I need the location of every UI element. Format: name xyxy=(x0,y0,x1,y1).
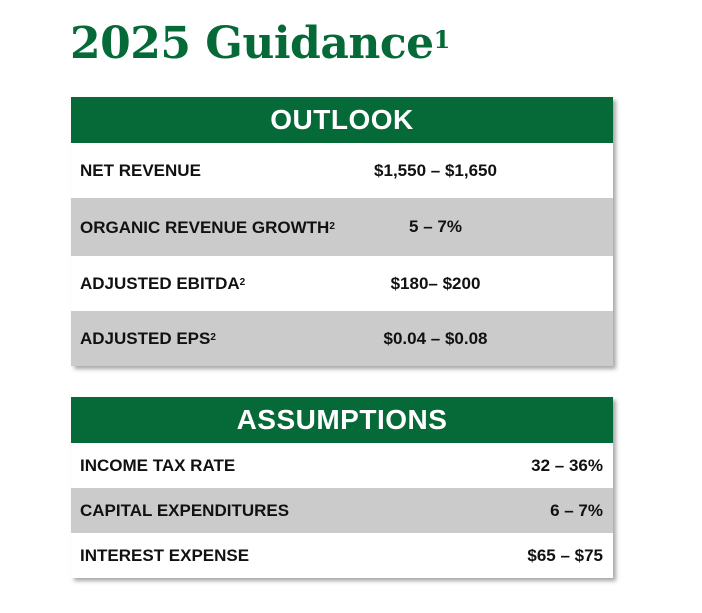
row-value: 6 – 7% xyxy=(550,500,603,520)
row-label xyxy=(71,160,348,181)
outlook-row-net-revenue xyxy=(71,143,613,198)
row-value: 32 – 36% xyxy=(531,455,603,475)
outlook-row-organic-revenue-growth xyxy=(71,198,613,256)
footnote-marker: 2 xyxy=(210,332,216,343)
row-value: $1,550 – $1,650 xyxy=(374,160,497,180)
assumptions-table xyxy=(71,397,613,578)
row-label: INCOME TAX RATE xyxy=(80,455,236,475)
row-value: 5 – 7% xyxy=(409,217,462,236)
footnote-marker: 2 xyxy=(329,220,335,232)
label-text: NET REVENUE xyxy=(80,161,201,180)
label-text: ADJUSTED EPS xyxy=(80,329,211,348)
assumptions-row-income-tax-rate xyxy=(71,443,613,488)
row-value: $180– $200 xyxy=(390,273,481,293)
row-value: $65 – $75 xyxy=(527,545,603,565)
page-title-text: 2025 Guidance xyxy=(70,18,434,69)
title-footnote: 1 xyxy=(433,25,450,54)
row-value: $0.04 – $0.08 xyxy=(383,328,488,348)
outlook-row-adjusted-eps xyxy=(71,311,613,366)
assumptions-header: ASSUMPTIONS xyxy=(71,397,613,443)
row-label: INTEREST EXPENSE xyxy=(80,545,250,565)
label-text: ADJUSTED EBITDA xyxy=(80,274,240,293)
row-label xyxy=(71,217,348,238)
label-text: ORGANIC REVENUE GROWTH xyxy=(80,217,330,237)
assumptions-row-capital-expenditures xyxy=(71,488,613,533)
row-label: CAPITAL EXPENDITURES xyxy=(80,500,290,520)
outlook-row-adjusted-ebitda xyxy=(71,256,613,311)
footnote-marker: 2 xyxy=(239,277,246,288)
row-label xyxy=(71,328,348,349)
outlook-table xyxy=(71,97,613,366)
page-title xyxy=(70,14,450,74)
assumptions-row-interest-expense xyxy=(71,533,613,578)
outlook-header: OUTLOOK xyxy=(71,97,613,143)
row-label xyxy=(71,273,348,294)
